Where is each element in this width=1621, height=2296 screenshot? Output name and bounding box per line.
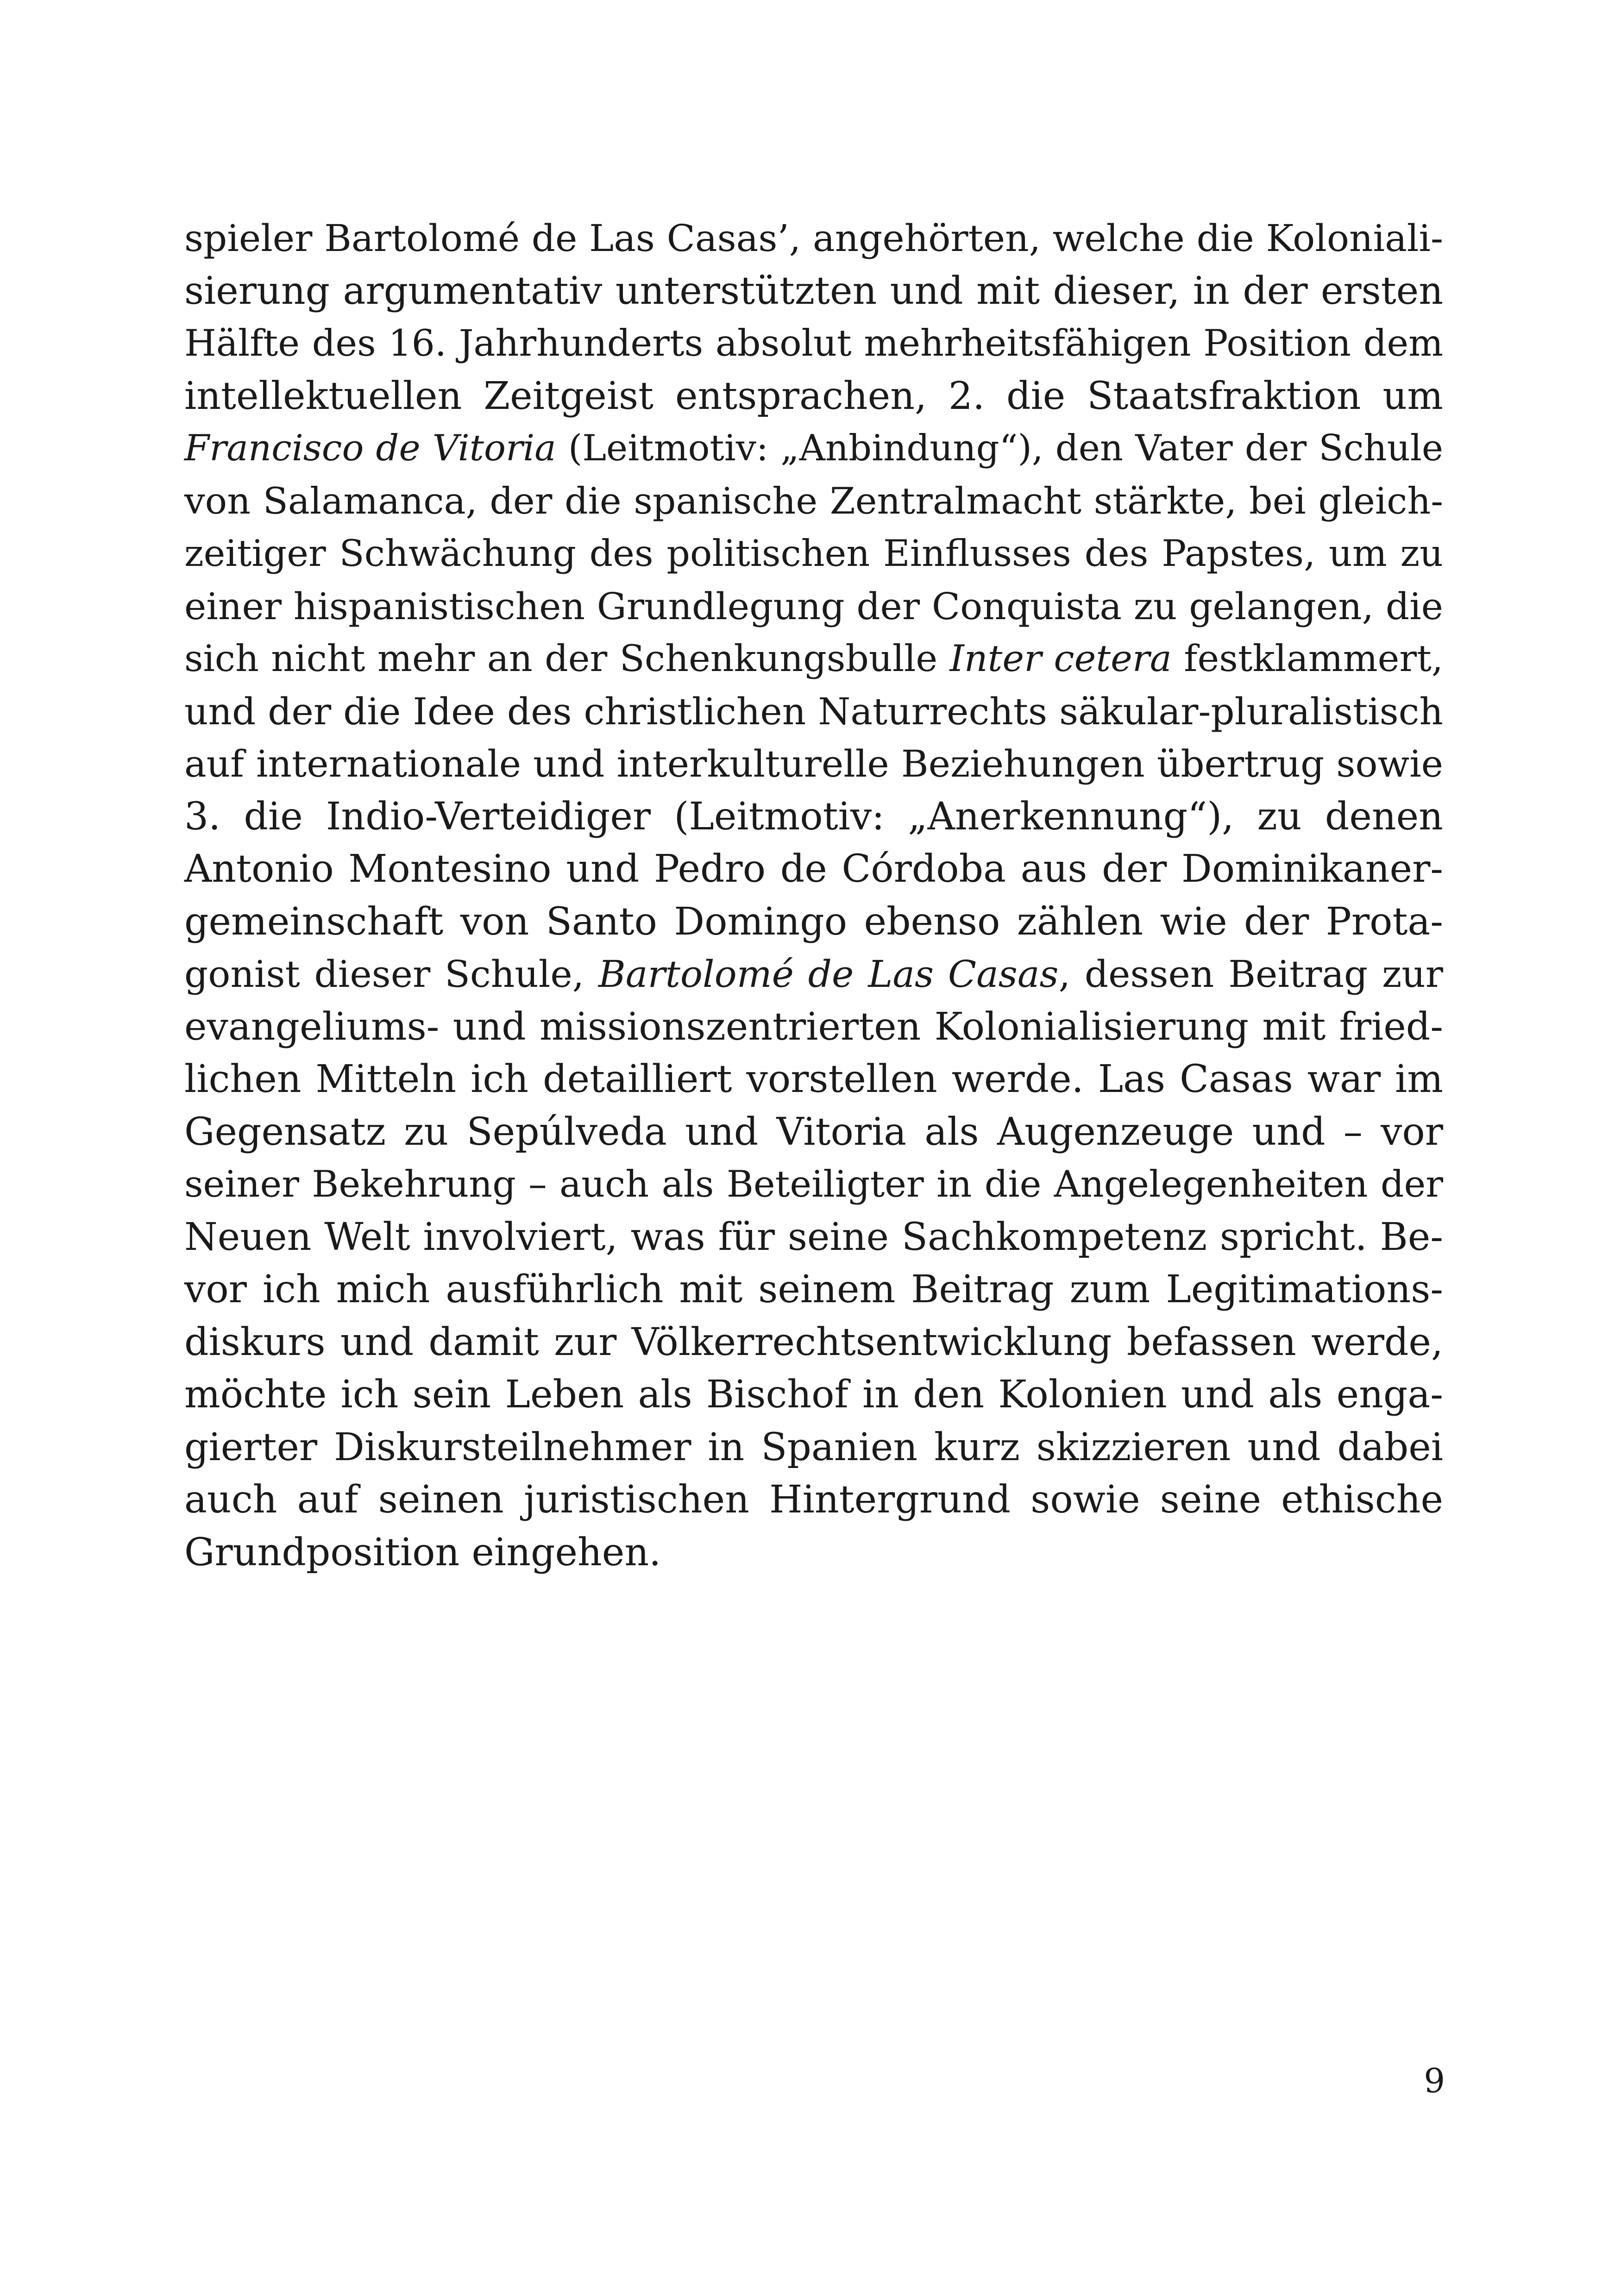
text-line: [184, 738, 1443, 790]
text-run: auf internationale und interkulturelle Beziehungen übertrug sowie: [184, 742, 1443, 785]
body-paragraph: [184, 212, 1443, 1579]
text-run: sierung argumentativ unterstützten und mit dieser, in der ersten: [184, 269, 1443, 313]
text-line: [184, 896, 1443, 948]
text-run: (Leitmotiv: „Anbindung“), den Vater der Schule: [556, 427, 1443, 469]
text-line: [184, 422, 1443, 475]
text-line: [184, 580, 1443, 633]
text-line: [184, 1526, 1443, 1579]
text-line: [184, 1211, 1443, 1264]
text-line: [184, 370, 1443, 423]
text-line: [184, 843, 1443, 896]
text-line: [184, 1263, 1443, 1316]
text-line: [184, 948, 1443, 1001]
text-run: von Salamanca, der die spanische Zentralmacht stärkte, bei gleich-: [184, 479, 1443, 522]
text-line: [184, 317, 1443, 370]
text-run: intellektuellen Zeitgeist entsprachen, 2. die Staatsfraktion um: [184, 374, 1443, 418]
text-run: Hälfte des 16. Jahrhunderts absolut mehrheitsfähigen Position dem: [184, 322, 1443, 364]
text-line: [184, 1106, 1443, 1159]
italic-text-run: Bartolomé de Las Casas: [598, 953, 1059, 996]
text-line: [184, 475, 1443, 528]
text-run: gemeinschaft von Santo Domingo ebenso zählen wie der Prota-: [184, 899, 1443, 944]
text-run: gierter Diskursteilnehmer in Spanien kurz skizzieren und dabei: [184, 1425, 1443, 1469]
text-line: [184, 265, 1443, 318]
text-run: auch auf seinen juristischen Hintergrund sowie seine ethische: [184, 1478, 1443, 1522]
text-run: diskurs und damit zur Völkerrechtsentwicklung befassen werde,: [184, 1320, 1443, 1364]
text-run: gonist dieser Schule,: [184, 953, 598, 996]
text-run: spieler Bartolomé de Las Casas’, angehörten, welche die Koloniali-: [184, 217, 1443, 260]
text-line: [184, 633, 1443, 685]
text-run: sich nicht mehr an der Schenkungsbulle: [184, 637, 950, 680]
text-run: Antonio Montesino und Pedro de Córdoba aus der Dominikaner-: [184, 847, 1443, 891]
text-line: [184, 1474, 1443, 1526]
text-run: einer hispanistischen Grundlegung der Conquista zu gelangen, die: [184, 584, 1443, 628]
text-run: festklammert,: [1171, 637, 1443, 680]
text-run: , dessen Beitrag zur: [1058, 953, 1443, 996]
text-run: Grundposition eingehen.: [184, 1530, 661, 1575]
text-run: seiner Bekehrung – auch als Beteiligter in die Angelegenheiten der: [184, 1163, 1443, 1205]
page-number: 9: [1424, 2061, 1445, 2100]
text-run: Gegensatz zu Sepúlveda und Vitoria als Augenzeuge und – vor: [184, 1110, 1443, 1154]
text-line: [184, 1316, 1443, 1369]
text-run: möchte ich sein Leben als Bischof in den Kolonien und als enga-: [184, 1373, 1443, 1417]
text-run: evangeliums- und missionszentrierten Kolonialisierung mit fried-: [184, 1004, 1443, 1049]
text-line: [184, 1158, 1443, 1211]
text-line: [184, 1053, 1443, 1106]
text-run: zeitiger Schwächung des politischen Einflusses des Papstes, um zu: [184, 532, 1443, 575]
italic-text-run: Francisco de Vitoria: [184, 427, 556, 469]
text-line: [184, 212, 1443, 265]
text-line: [184, 1001, 1443, 1054]
text-line: [184, 527, 1443, 580]
text-run: lichen Mitteln ich detailliert vorstellen werde. Las Casas war im: [184, 1057, 1443, 1101]
text-line: [184, 1421, 1443, 1474]
text-run: Neuen Welt involviert, was für seine Sachkompetenz spricht. Be-: [184, 1215, 1443, 1259]
text-line: [184, 1368, 1443, 1421]
text-run: 3. die Indio-Verteidiger (Leitmotiv: „Anerkennung“), zu denen: [184, 794, 1443, 839]
text-run: und der die Idee des christlichen Naturrechts säkular-pluralistisch: [184, 690, 1443, 733]
text-line: [184, 790, 1443, 843]
text-run: vor ich mich ausführlich mit seinem Beitrag zum Legitimations-: [184, 1267, 1443, 1311]
text-line: [184, 685, 1443, 738]
italic-text-run: Inter cetera: [949, 637, 1172, 680]
